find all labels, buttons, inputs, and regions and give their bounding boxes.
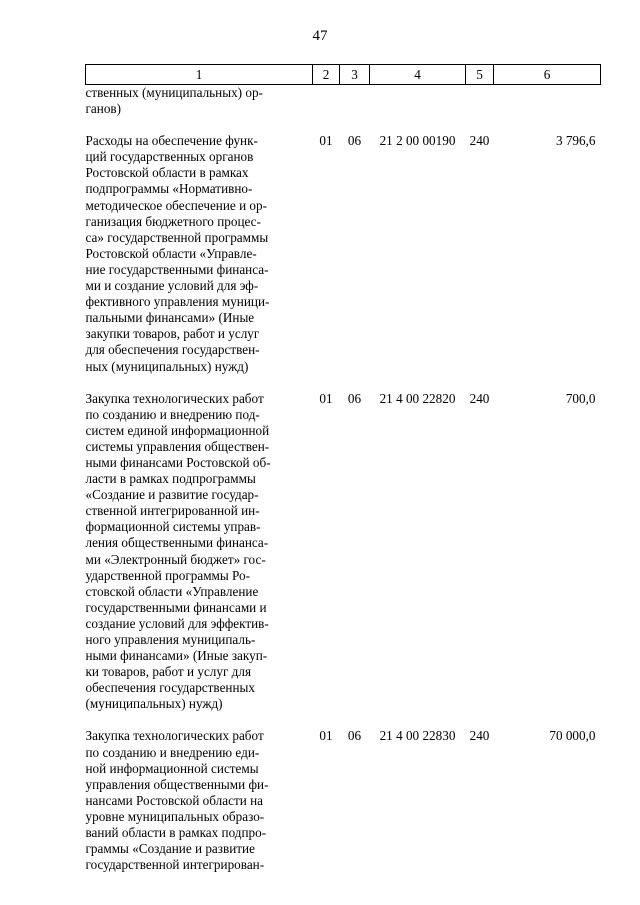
row-amount: 700,0 xyxy=(565,390,596,406)
description-line: ственной интегрированной ин- xyxy=(85,503,260,519)
description-line: по созданию и внедрению еди- xyxy=(85,744,260,760)
description-line: Закупка технологических работ xyxy=(85,390,264,406)
description-line: ными финансами» (Иные закуп- xyxy=(85,648,268,664)
header-col-1: 1 xyxy=(86,65,313,85)
description-line: управления общественными фи- xyxy=(85,776,269,792)
header-col-4: 4 xyxy=(370,65,466,85)
page-number: 47 xyxy=(312,28,328,44)
description-line: государственной интегрирован- xyxy=(85,857,265,873)
row-subsection-code: 06 xyxy=(347,728,362,744)
header-row xyxy=(86,65,601,85)
description-line: пальными финансами» (Иные xyxy=(85,310,255,326)
row-expense-type: 240 xyxy=(469,133,490,149)
row-amount: 3 796,6 xyxy=(555,133,596,149)
description-line: ударственной программы Ро- xyxy=(85,567,251,583)
description-line: ственных (муниципальных) ор- xyxy=(85,85,263,100)
description-line: по созданию и внедрению под- xyxy=(85,406,260,422)
description-line: Расходы на обеспечение функ- xyxy=(85,133,258,149)
row-description xyxy=(86,728,313,873)
description-line: ными финансами Ростовской об- xyxy=(85,454,271,470)
description-line: ганизация бюджетного процес- xyxy=(85,213,261,229)
description-line: ласти в рамках подпрограммы xyxy=(85,471,256,487)
description-line: Ростовской области в рамках xyxy=(85,165,249,181)
description-line: систем единой информационной xyxy=(85,422,270,438)
header-col-3: 3 xyxy=(340,65,370,85)
description-line: подпрограммы «Нормативно- xyxy=(85,181,253,197)
description-line: «Создание и развитие государ- xyxy=(85,487,259,503)
description-line: граммы «Создание и развитие xyxy=(85,841,255,857)
row-description xyxy=(86,391,313,729)
row-target-article: 21 4 00 22820 xyxy=(379,390,456,406)
row-description xyxy=(86,85,313,134)
row-amount: 70 000,0 xyxy=(549,728,596,744)
description-line: ций государственных органов xyxy=(85,149,254,165)
row-expense-type: 240 xyxy=(469,728,490,744)
table-header xyxy=(86,65,601,85)
header-col-6: 6 xyxy=(494,65,601,85)
description-line: создание условий для эффектив- xyxy=(85,615,269,631)
row-amount xyxy=(494,85,601,134)
description-line: уровне муниципальных образо- xyxy=(85,808,265,824)
row-subsection-code: 06 xyxy=(347,390,362,406)
description-line: закупки товаров, работ и услуг xyxy=(85,326,260,342)
description-line: системы управления обществен- xyxy=(85,438,270,454)
description-line: ваний области в рамках подпро- xyxy=(85,825,267,841)
row-subsection-code xyxy=(340,85,370,134)
row-section-code: 01 xyxy=(319,390,333,406)
description-line: для обеспечения государствен- xyxy=(85,342,260,358)
table-row xyxy=(86,85,601,134)
table-body xyxy=(86,85,601,874)
budget-table xyxy=(85,64,601,873)
description-line: ной информационной системы xyxy=(85,760,259,776)
description-line: ми и создание условий для эф- xyxy=(85,278,259,294)
description-line: ления общественными финанса- xyxy=(85,535,269,551)
description-line: ки товаров, работ и услуг для xyxy=(85,664,252,680)
description-line: Закупка технологических работ xyxy=(85,728,264,744)
description-line: фективного управления муници- xyxy=(85,294,270,310)
row-target-article: 21 4 00 22830 xyxy=(379,728,456,744)
row-target-article: 21 2 00 00190 xyxy=(379,133,456,149)
description-line: ми «Электронный бюджет» гос- xyxy=(85,551,266,567)
description-line: методическое обеспечение и ор- xyxy=(85,197,268,213)
row-subsection-code: 06 xyxy=(347,133,362,149)
table-row xyxy=(86,391,601,729)
description-line: обеспечения государственных xyxy=(85,680,255,696)
row-expense-type xyxy=(466,85,494,134)
row-section-code xyxy=(313,85,340,134)
header-col-5: 5 xyxy=(466,65,494,85)
description-line: стовской области «Управление xyxy=(85,583,259,599)
row-description xyxy=(86,133,313,390)
description-line: формационной системы управ- xyxy=(85,519,261,535)
description-line: (муниципальных) нужд) xyxy=(85,696,223,712)
description-line: ние государственными финанса- xyxy=(85,261,269,277)
header-col-2: 2 xyxy=(313,65,340,85)
description-line: са» государственной программы xyxy=(85,229,269,245)
description-line: ганов) xyxy=(85,101,122,117)
description-line: нансами Ростовской области на xyxy=(85,792,263,808)
row-target-article xyxy=(370,85,466,134)
table-row xyxy=(86,133,601,390)
row-expense-type: 240 xyxy=(469,390,490,406)
table-row xyxy=(86,728,601,873)
description-line: ных (муниципальных) нужд) xyxy=(85,358,249,374)
description-line: ного управления муниципаль- xyxy=(85,632,256,647)
description-line: государственными финансами и xyxy=(85,599,267,615)
row-section-code: 01 xyxy=(319,133,333,149)
row-section-code: 01 xyxy=(319,728,333,744)
description-line: Ростовской области «Управле- xyxy=(85,245,257,261)
